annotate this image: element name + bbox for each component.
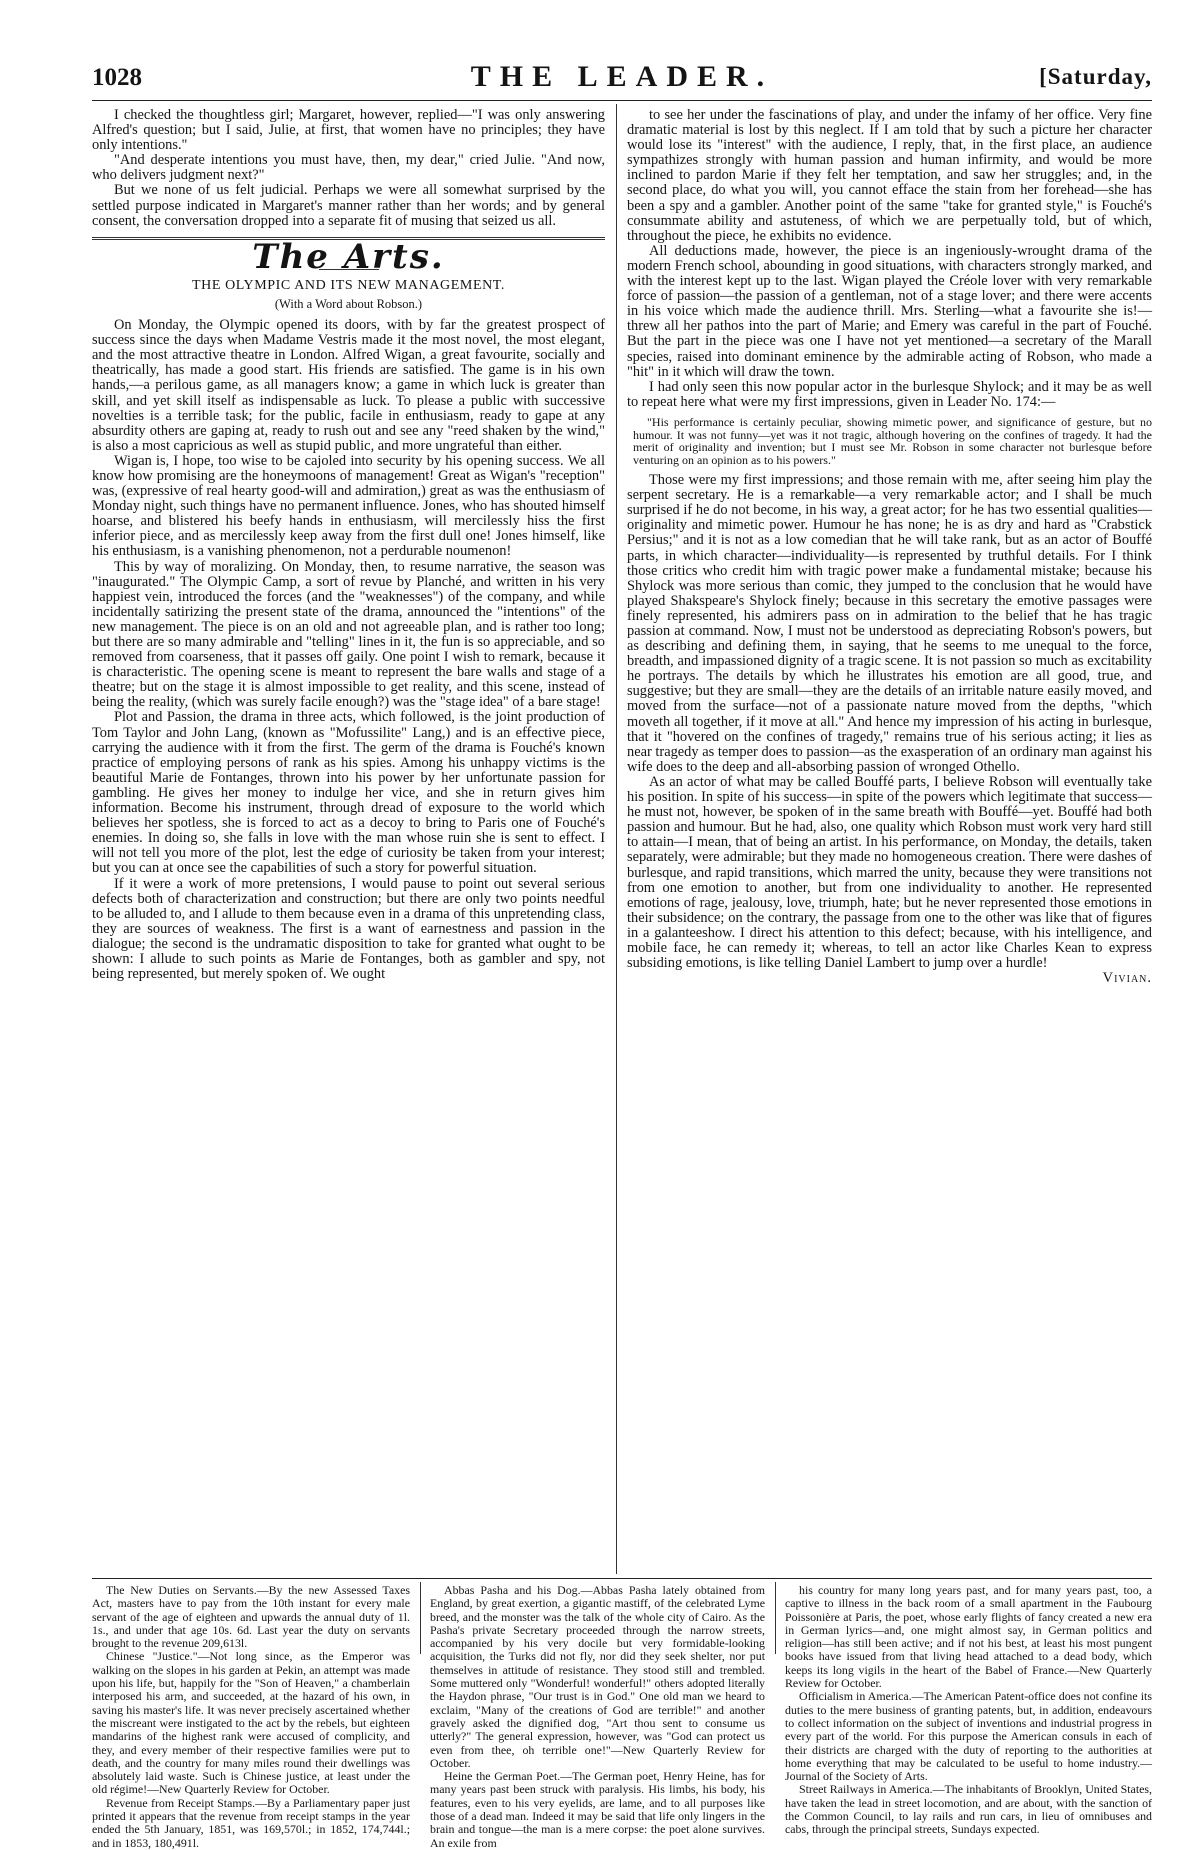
paragraph: Wigan is, I hope, too wise to be cajoled into security by his opening success. We all know how promising are the honeymoons of management! Great as Wigan's "reception" was, (expressive of real hearty good-will and admiration,) great as was the enthusiasm of Monday night, such things have no permanent influence. Jones, who has shouted himself hoarse, and blistered his beefy hands in enthusiasm, will mercilessly hiss the first inferior piece, and as mercilessly keep away from the first dull one! Jones himself, like his enthusiasm, is a vanishing phenomenon, not a perdurable noumenon! [92, 452, 605, 560]
right-column [627, 108, 1152, 1573]
page-header [92, 60, 1152, 96]
news-item: Abbas Pasha and his Dog.—Abbas Pasha lately obtained from England, by great exertion, a gigantic mastiff, of the celebrated Lyme breed, and the monster was the talk of the whole city of Cairo. As the Pasha's private Secretary proceeded through the narrow streets, accompanied by his very docile but very formidable-looking acquisition, the Turks did not fly, nor did they seek shelter, nor put themselves in attitude of resistance. They stood still and trembled. Some muttered only "Wonderful! wonderful!" others adopted literally the Haydon phrase, "Our trust is in God." One old man we heard to exclaim, "Many of the creations of God are terrible!" and another gravely asked the dignified dog, "Art thou sent to consume us utterly?" The general expression, however, was "God can protect us even from thee, oh terrible one!"—New Quarterly Review for October. [430, 1583, 765, 1770]
bottom-rule [92, 1578, 1152, 1579]
bottom-column-3 [785, 1583, 1152, 1837]
bottom-column-1 [92, 1583, 410, 1850]
paragraph: Plot and Passion, the drama in three acts, which followed, is the joint production of Tom Taylor and John Lang, (known as "Mofussilite" Lang,) and is an effective piece, carrying the audience with it from the first. The germ of the drama is Fouché's known practice of employing persons of rank as his spies. Among his unhappy victims is the beautiful Marie de Fontanges, thrown into his power by her unfortunate passion for gambling. He gives her money to indulge her vice, and she in return gives him information. Become his instrument, through dread of exposure to the world which believes her spotless, she is forced to act as a decoy to bring to Paris one of Fouché's enemies. In doing so, she falls in love with the man whose ruin she is sent to effect. I will not tell you more of the plot, lest the edge of curiosity be taken from your interest; but you can at once see the capabilities of such a story for powerful situation. [92, 709, 605, 877]
block-quote: "His performance is certainly peculiar, showing mimetic power, and significance of gesture, but no humour. It was not funny—yet was it not tragic, although hovering on the confines of tragedy. It had the merit of originality and invention; but I must see Mr. Robson in some character not burlesque before venturing on an opinion as to his powers." [633, 414, 1152, 468]
paragraph: All deductions made, however, the piece is an ingeniously-wrought drama of the modern French school, abounding in good situations, with characters strongly marked, and with the interest kept up to the last. Wigan played the Créole lover with very remarkable force of passion—the passion of a gentleman, not of a stage lover; and there were accents in his voice which made the audience thrill. Mrs. Sterling—what a favourite she is!—threw all her pathos into the part of Marie; and Emery was careful in the part of Fouché. But the part in the piece was one I have not yet mentioned—a secretary of the Marall species, raised into dominant eminence by the admirable acting of Robson, who made a "hit" in it which will draw the town. [627, 242, 1152, 380]
masthead: THE LEADER. [470, 60, 774, 93]
section-title: The Arts. [252, 236, 445, 277]
column-divider [616, 104, 617, 1574]
news-item: Street Railways in America.—The inhabitants of Brooklyn, United States, have taken the lead in street locomotion, and are about, with the sanction of the Common Council, to lay rails and run cars, in lieu of omnibuses and cabs, through the principal streets, Sundays expected. [785, 1782, 1152, 1837]
paragraph: Those were my first impressions; and those remain with me, after seeing him play the serpent secretary. He is a remarkable—a very remarkable actor; and I shall be much surprised if he do not become, in his way, a great actor; for he has two essential qualities—originality and mimetic power. Humour he has none; he is as dry and hard as "Crabstick Persius;" and it is not as a low comedian that he will take rank, but as an actor of Bouffé parts, in which character—individuality—is represented by truthful details. For I think those critics who credit him with tragic power make a fundamental mistake; because his Shylock was more serious than comic, they jumped to the conclusion that he would have played Shakspeare's Shylock finely; because in this secretary the emotive passages were finely represented, his admirers pass on in admiration to the belief that he has tragic passion at command. Now, I must not be understood as depreciating Robson's powers, but as describing and defining them, in saying, that he seems to me unequal to the force, breadth, and impassioned dignity of a tragic scene. It is not passion so much as excitability he portrays. The details by which he illustrates his emotion are all good, true, and suggestive; but they are small—they are the details of an irritable nature easily moved, and moved from the surface—not of a passionate nature moved from the depths, "which moveth all together, if it move at all." And hence my impression of his acting in burlesque, that it "hovered on the confines of tragedy," remains true of his serious acting; it lies as near tragedy as temper does to passion—as the exasperation of an ordinary man against his wife does to the deep and all-absorbing passion of wronged Othello. [627, 472, 1152, 775]
paragraph: I had only seen this now popular actor in the burlesque Shylock; and it may be as well to repeat here what were my first impressions, given in Leader No. 174:— [627, 378, 1152, 410]
article-subtitle: (With a Word about Robson.) [274, 296, 423, 311]
paragraph: On Monday, the Olympic opened its doors, with by far the greatest prospect of success since the days when Madame Vestris made it the most novel, the most elegant, and the most attractive theatre in London. Alfred Wigan, a great favourite, socially and theatrically, has made a good start. His friends are satisfied. The game is in his own hands,—a perilous game, as all managers know; a game in which luck is greater than skill, and yet skill itself as indispensable as luck. To please a public with successive novelties is a terrible task; for the public, facile in enthusiasm, ready to gape at any absurdity others are gaping at, ready to rush out and see any "reed shaken by the wind," is also a most capricious as well as stupid public, and more ungrateful than either. [92, 317, 605, 454]
news-item: his country for many long years past, and for many years past, too, a captive to illness in the back room of a small apartment in the Faubourg Poissonière at Paris, the poet, whose early flights of fancy created a new era in German lyrics—and, one might almost say, in German politics and religion—has still been active; and if not his best, at least his most pungent books have issued from that living head attached to a dead body, which keeps its long vigils in the heart of the Babel of France.—New Quarterly Review for October. [785, 1583, 1152, 1691]
header-day: [Saturday, [1039, 64, 1152, 89]
paragraph: I checked the thoughtless girl; Margaret, however, replied—"I was only answering Alfred's question; but I said, Julie, at first, that women have no principles; they have only intentions." [92, 107, 605, 154]
signature: Vivian. [1102, 970, 1152, 987]
news-item: Officialism in America.—The American Patent-office does not confine its duties to the mere business of granting patents, but, in addition, endeavours to collect information on the subject of inventions and industrial progress in every part of the world. For this purpose the American consuls in each of their districts are charged with the duty of reporting to the authorities at home everything that may be calculated to be useful to home industry.—Journal of the Society of Arts. [785, 1689, 1152, 1784]
news-item: Chinese "Justice."—Not long since, as the Emperor was walking on the slopes in his garden at Pekin, an attempt was made upon his life, but, happily for the "Son of Heaven," a chamberlain interposed his arm, and succeeded, at the hazard of his own, in saving his master's life. It was never precisely ascertained whether the miscreant were instigated to the act by the rebels, but eighteen mandarins of the highest rank were accused of complicity, and they, and every member of their respective families were put to death, and the country for many miles round their dwellings was absolutely laid waste. Such is Chinese justice, at least under the old régime!—New Quarterly Review for October. [92, 1649, 410, 1797]
column-divider [420, 1582, 421, 1654]
bottom-column-2 [430, 1583, 765, 1850]
paragraph: "And desperate intentions you must have, then, my dear," cried Julie. "And now, who delivers judgment next?" [92, 152, 605, 184]
news-item: The New Duties on Servants.—By the new Assessed Taxes Act, masters have to pay from the 10th instant for every male servant of the age of eighteen and upwards the annual duty of 1l. 1s., and under that age 10s. 6d. Last year the duty on servants brought to the revenue 209,613l. [92, 1583, 410, 1651]
column-divider [775, 1582, 776, 1654]
paragraph: But we none of us felt judicial. Perhaps we were all somewhat surprised by the settled purpose indicated in Margaret's manner rather than her words; and by general consent, the conversation dropped into a separate fit of musing that seized us all. [92, 182, 605, 229]
article-title: THE OLYMPIC AND ITS NEW MANAGEMENT. [191, 277, 506, 293]
paragraph: to see her under the fascinations of play, and under the infamy of her office. Very fine dramatic material is lost by this neglect. If I am told that by such a picture her character would lose its "interest" with the audience, I reply, that, in the first place, an audience sympathizes strongly with human passion and human infirmity, and would be more inclined to pardon Marie if they felt her temptation, and saw her struggles; and, in the second place, do what you will, you cannot efface the stain from her forehead—she has been a spy and a gambler. Another point of the same "take for granted style," is Fouché's consummate ability and astuteness, of which we are perpetually told, but of which, throughout the piece, he exhibits no evidence. [627, 107, 1152, 244]
paragraph: If it were a work of more pretensions, I would pause to point out several serious defects both of characterization and construction; but there are only two points needful to be alluded to, and I allude to them because even in a drama of this unpretending class, they are sources of weakness. The first is a want of earnestness and passion in the dialogue; the second is the undramatic disposition to take for granted what ought to be shown: I allude to such points as Marie de Fontanges, both as gambler and spy, not being represented, but merely spoken of. We ought [92, 875, 605, 983]
paragraph: This by way of moralizing. On Monday, then, to resume narrative, the season was "inaugurated." The Olympic Camp, a sort of revue by Planché, and written in his very happiest vein, introduced the forces (and the "weaknesses") of the company, and while incidentally satirizing the present state of the drama, announced the "intentions" of the new management. The piece is on an old and not agreeable plan, and is rather too long; but there are so many admirable and "telling" lines in it, the fun is so appreciable, and so removed from coarseness, that it passes off gaily. One point I wish to remark, because it is characteristic. The opening scene is meant to represent the bare walls and stage of a theatre; but on the stage it is almost impossible to get reality, and this scene, instead of being the reality, (which was surely facile enough?) was the "stage idea" of a bare stage! [92, 558, 605, 711]
paragraph: As an actor of what may be called Bouffé parts, I believe Robson will eventually take his position. In spite of his success—in spite of the powers which legitimate that success—he must not, however, be spoken of in the same breath with Bouffé—yet. Bouffé had both passion and humour. But he had, also, one quality which Robson must work very hard still to attain—I mean, that of being an artist. In his performance, on Monday, the details, taken separately, were admirable; but they made no homogeneous creation. There were dashes of burlesque, and rapid transitions, which marred the unity, because they were transitions not from one emotion to another, but from one individuality to another. He represented emotions of rage, jealousy, love, triumph, hate; but he never represented those emotions in their subsidence; on the contrary, the passage from one to the other was like that of figures in a galanteeshow. I direct his attention to this defect; because, with his intelligence, and mobile face, he can remedy it; whereas, to tell an actor like Charles Kean to express subsiding emotions, is like telling Daniel Lambert to jump over a hurdle! [627, 773, 1152, 972]
left-column [92, 108, 605, 1573]
news-item: Heine the German Poet.—The German poet, Henry Heine, has for many years past been struck with paralysis. His limbs, his body, his features, even to his very eyelids, are lame, and to all purposes like those of a dead man. Indeed it may be said that life only lingers in the brain and tongue—the man is a mere corpse: the poet alone survives. An exile from [430, 1769, 765, 1850]
news-item: Revenue from Receipt Stamps.—By a Parliamentary paper just printed it appears that the revenue from receipt stamps in the year ended the 5th January, 1851, was 169,570l.; in 1852, 174,744l.; and in 1853, 180,491l. [92, 1795, 410, 1850]
header-rule [92, 100, 1152, 101]
page-number: 1028 [92, 64, 142, 91]
